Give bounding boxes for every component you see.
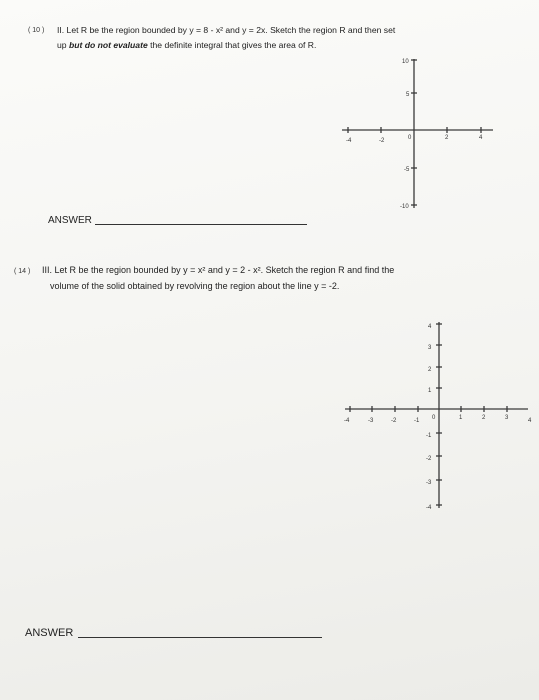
q3-xtick-label: -3: [368, 418, 374, 424]
q3-ytick-label: -4: [426, 505, 432, 511]
q3-xtick-label: 3: [505, 415, 509, 421]
q3-xtick-label: 4: [528, 418, 532, 424]
q2-line2-suffix: the definite integral that gives the area of R.: [147, 40, 317, 50]
q3-ytick-label: -3: [426, 480, 432, 486]
q2-xtick-label: -2: [379, 138, 385, 144]
q2-prompt-line2: [57, 39, 316, 51]
q3-ytick-label: -2: [426, 456, 432, 462]
q2-coordinate-axes: [335, 55, 500, 215]
q3-ytick-label: 3: [428, 345, 432, 351]
q2-xtick-label: 4: [479, 135, 483, 141]
q3-xtick-label: 2: [482, 415, 486, 421]
q3-ytick-label: 4: [428, 324, 432, 330]
q2-ytick-label: 5: [406, 92, 410, 98]
q3-answer-line[interactable]: [78, 637, 322, 638]
q2-line2-prefix: up: [57, 40, 69, 50]
q3-xtick-label: -1: [414, 418, 420, 424]
q2-line2-emphasis: but do not evaluate: [68, 40, 148, 50]
q3-answer-label: ANSWER: [25, 627, 74, 639]
q2-xtick-label: 0: [408, 135, 412, 141]
q3-ytick-label: -1: [426, 433, 432, 439]
q2-ytick-label: 10: [402, 59, 409, 65]
q3-coordinate-axes: [340, 318, 539, 518]
q3-ytick-label: 2: [428, 367, 432, 373]
q2-xtick-label: 2: [445, 135, 449, 141]
q2-prompt-line1: II. Let R be the region bounded by y = 8 - x² and y = 2x. Sketch the region R and then set: [57, 25, 396, 35]
q2-points: ( 10 ): [28, 27, 45, 34]
q2-ytick-label: -5: [404, 167, 410, 173]
q3-xtick-label: 1: [459, 415, 463, 421]
q3-xtick-label: 0: [432, 415, 436, 421]
q3-xtick-label: -4: [344, 418, 350, 424]
q2-xtick-label: -4: [346, 138, 352, 144]
q3-ytick-label: 1: [428, 388, 432, 394]
q3-prompt-line1: III. Let R be the region bounded by y = x² and y = 2 - x². Sketch the region R and find the: [42, 265, 395, 275]
q2-answer-label: ANSWER: [48, 215, 92, 226]
q2-ytick-label: -10: [400, 204, 409, 210]
q3-points: ( 14 ): [14, 268, 31, 275]
q3-xtick-label: -2: [391, 418, 397, 424]
q2-answer-line[interactable]: [95, 224, 307, 225]
q3-prompt-line2: volume of the solid obtained by revolving the region about the line y = -2.: [50, 281, 340, 291]
